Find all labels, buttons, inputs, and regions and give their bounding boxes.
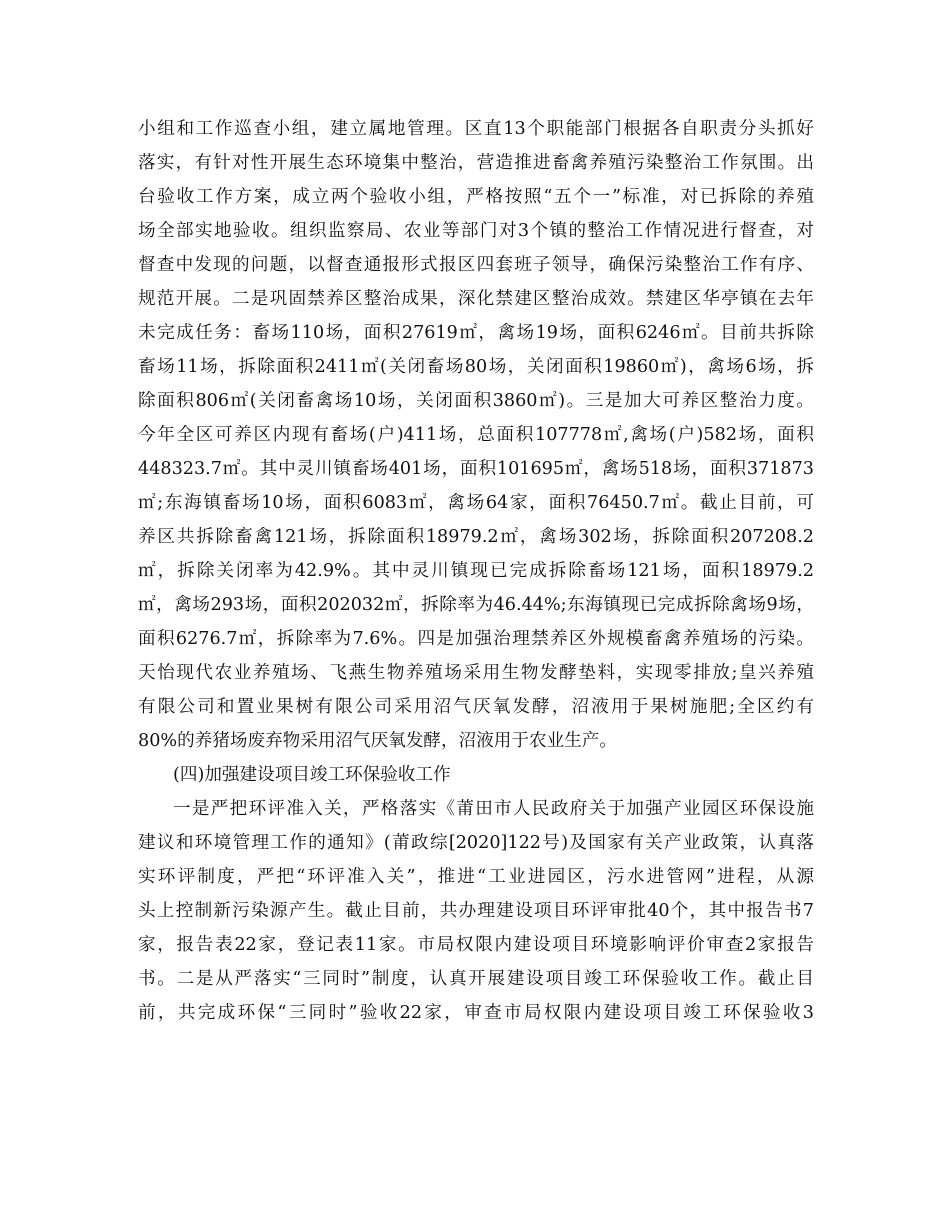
text-line: 小组和工作巡查小组，建立属地管理。区直13个职能部门根据各自职责分头抓好 <box>138 119 814 139</box>
document-body <box>138 112 814 1030</box>
section-heading: (四)加强建设项目竣工环保验收工作 <box>173 765 451 785</box>
text-line: 头上控制新污染源产生。截止目前，共办理建设项目环评审批40个，其中报告书7 <box>138 901 814 921</box>
text-line: 实环评制度，严把“环评准入关”，推进“工业进园区，污水进管网”进程，从源 <box>138 867 814 887</box>
text-line: 建议和环境管理工作的通知》(莆政综[2020]122号)及国家有关产业政策，认真落 <box>138 833 814 853</box>
text-line: ㎡，禽场293场，面积202032㎡，拆除率为46.44%;东海镇现已完成拆除禽场9场， <box>138 595 814 615</box>
text-line: 台验收工作方案，成立两个验收小组，严格按照“五个一”标准，对已拆除的养殖 <box>138 187 814 207</box>
text-line: 家，报告表22家，登记表11家。市局权限内建设项目环境影响评价审查2家报告 <box>138 935 814 955</box>
text-line: 448323.7㎡。其中灵川镇畜场401场，面积101695㎡，禽场518场，面积371873 <box>138 459 814 479</box>
text-line: 有限公司和置业果树有限公司采用沼气厌氧发酵，沼液用于果树施肥;全区约有 <box>138 697 814 717</box>
text-line: 前，共完成环保“三同时”验收22家，审查市局权限内建设项目竣工环保验收3 <box>138 1003 814 1023</box>
paragraph-first-line: 一是严把环评准入关，严格落实《莆田市人民政府关于加强产业园区环保设施 <box>173 799 814 819</box>
text-line: 落实，有针对性开展生态环境集中整治，营造推进畜禽养殖污染整治工作氛围。出 <box>138 153 814 173</box>
text-line: 未完成任务：畜场110场，面积27619㎡，禽场19场，面积6246㎡。目前共拆除 <box>138 323 814 343</box>
text-line: 畜场11场，拆除面积2411㎡(关闭畜场80场，关闭面积19860㎡)，禽场6场，拆 <box>138 357 814 377</box>
text-line: 养区共拆除畜禽121场，拆除面积18979.2㎡，禽场302场，拆除面积207208.2 <box>138 527 814 547</box>
text-line: ㎡;东海镇畜场10场，面积6083㎡，禽场64家，面积76450.7㎡。截止目前，可 <box>138 493 814 513</box>
text-line: 规范开展。二是巩固禁养区整治成果，深化禁建区整治成效。禁建区华亭镇在去年 <box>138 289 814 309</box>
text-line: 面积6276.7㎡，拆除率为7.6%。四是加强治理禁养区外规模畜禽养殖场的污染。 <box>138 629 814 649</box>
text-line: 天怡现代农业养殖场、飞燕生物养殖场采用生物发酵垫料，实现零排放;皇兴养殖 <box>138 663 814 683</box>
text-line: 今年全区可养区内现有畜场(户)411场，总面积107778㎡,禽场(户)582场，面积 <box>138 425 814 445</box>
text-line: ㎡，拆除关闭率为42.9%。其中灵川镇现已完成拆除畜场121场，面积18979.2 <box>138 561 814 581</box>
text-line: 督查中发现的问题，以督查通报形式报区四套班子领导，确保污染整治工作有序、 <box>138 255 814 275</box>
text-line: 除面积806㎡(关闭畜禽场10场，关闭面积3860㎡)。三是加大可养区整治力度。 <box>138 391 814 411</box>
paragraph-end-line: 80%的养猪场废弃物采用沼气厌氧发酵，沼液用于农业生产。 <box>138 731 617 751</box>
text-line: 场全部实地验收。组织监察局、农业等部门对3个镇的整治工作情况进行督查，对 <box>138 221 814 241</box>
text-line: 书。二是从严落实“三同时”制度，认真开展建设项目竣工环保验收工作。截止目 <box>138 969 814 989</box>
